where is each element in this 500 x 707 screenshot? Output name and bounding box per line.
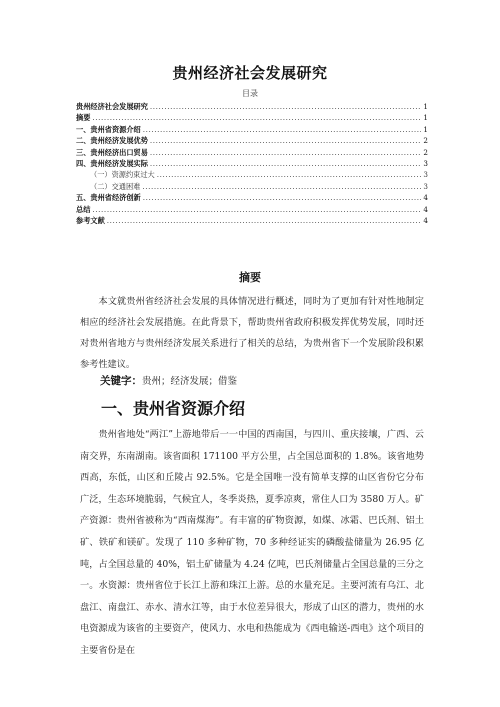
toc-entry-page: 1 (423, 102, 428, 111)
toc-entry-label: 四、贵州经济发展实际 (76, 159, 148, 169)
toc-entry[interactable] (76, 204, 428, 215)
toc-entry-page: 4 (423, 216, 428, 226)
abstract-paragraph: 本文就贵州省经济社会发展的具体情况进行概述，同时为了更加有针对性地制定相应的经济社会发展措施。在此背景下，帮助贵州省政府积极发挥优势发展，同时还对贵州省地方与贵州经济发展关系进行了相关的总结，为贵州省下一个发展阶段积累参考性建议。 (80, 296, 424, 370)
toc-entry-page: 4 (423, 204, 428, 214)
toc-entry[interactable] (76, 158, 428, 169)
toc-entry-page: 1 (423, 124, 428, 134)
toc-entry[interactable] (76, 124, 428, 135)
toc-entry-page: 1 (423, 113, 428, 123)
toc-leader-dots (92, 112, 421, 123)
toc-entry-page: 3 (423, 159, 428, 169)
toc-entry-label: 五、贵州省经济创新 (76, 193, 141, 203)
toc-leader-dots (143, 192, 422, 203)
toc-leader-dots (150, 147, 422, 158)
toc-leader-dots (157, 169, 422, 180)
toc-entry-page: 2 (423, 136, 428, 146)
toc-entry-label: （二）交通困难 (90, 181, 141, 191)
toc-leader-dots (142, 181, 421, 192)
toc-entry-label: 贵州经济社会发展研究 (76, 102, 148, 111)
toc-leader-dots (150, 158, 422, 169)
toc-leader-dots (92, 204, 421, 215)
toc-entry-label: 二、贵州经济发展优势 (76, 136, 148, 146)
toc-leader-dots (143, 124, 422, 135)
toc-entry[interactable] (76, 112, 428, 123)
toc-entry-page: 3 (423, 181, 428, 191)
toc-entry-label: 三、贵州经济出口贸易 (76, 147, 148, 157)
toc-entry-label: 参考文献 (76, 216, 105, 226)
toc-entry[interactable] (76, 135, 428, 146)
toc-subentry[interactable] (76, 169, 428, 180)
toc-leader-dots (150, 135, 422, 146)
keywords-label: 关键字： (100, 375, 142, 387)
toc-entry[interactable] (76, 192, 428, 203)
toc-heading: 目录 (242, 89, 258, 98)
toc-entry-page: 3 (423, 170, 428, 180)
table-of-contents (76, 101, 428, 226)
page-title: 贵州经济社会发展研究 (172, 64, 328, 82)
toc-entry[interactable] (76, 101, 428, 112)
keywords-line (100, 373, 237, 388)
toc-entry-label: 一、贵州省资源介绍 (76, 124, 141, 134)
abstract-heading: 摘要 (239, 271, 261, 284)
toc-leader-dots (107, 215, 422, 226)
toc-entry[interactable] (76, 147, 428, 158)
section-paragraph: 贵州省地处“两江”上游地带后一一中国的西南国，与四川、重庆接壤，广西、云南交界，东南湖南。该省面积 171100 平方公里，占全国总面积的 1.8%。该省地势西高，东低，山区和丘陵占 92.5%。它是全国唯一没有简单支撑的山区省份它分布广泛，生态环境脆弱，气候宜人，冬季炎热，夏季凉爽，常住人口为 3580 万人。矿产资源：贵州省被称为“西南煤海”。有丰富的矿物资源，如煤、冰霜、巴氏剂、铝土矿、铁矿和镁矿。发现了 110 多种矿物，70 多种经证实的磷酸盐储量为 26.95 亿吨，占全国总量的 40%，铝土矿储量为 4.24 亿吨，巴氏剂储量占全国总量的三分之一。水资源：贵州省位于长江上游和珠江上游。总的水量充足。主要河流有乌江、北盘江、南盘江、赤水、清水江等，由于水位差异很大，形成了山区的潜力，贵州的水电资源成为该省的主要资产，使风力、水电和热能成为《西电输送-西电》这个项目的主要省份是在 (80, 429, 424, 656)
toc-entry-label: （一）资源约束过大 (90, 170, 155, 180)
toc-entry-page: 2 (423, 147, 428, 157)
toc-entry-label: 摘要 (76, 113, 91, 123)
toc-entry[interactable] (76, 215, 428, 226)
keywords-value: 贵州；经济发展；借鉴 (142, 376, 238, 387)
toc-leader-dots (150, 101, 422, 112)
toc-entry-label: 总结 (76, 204, 91, 214)
toc-subentry[interactable] (76, 181, 428, 192)
section-heading: 一、贵州省资源介绍 (101, 399, 246, 418)
toc-entry-page: 4 (423, 193, 428, 203)
